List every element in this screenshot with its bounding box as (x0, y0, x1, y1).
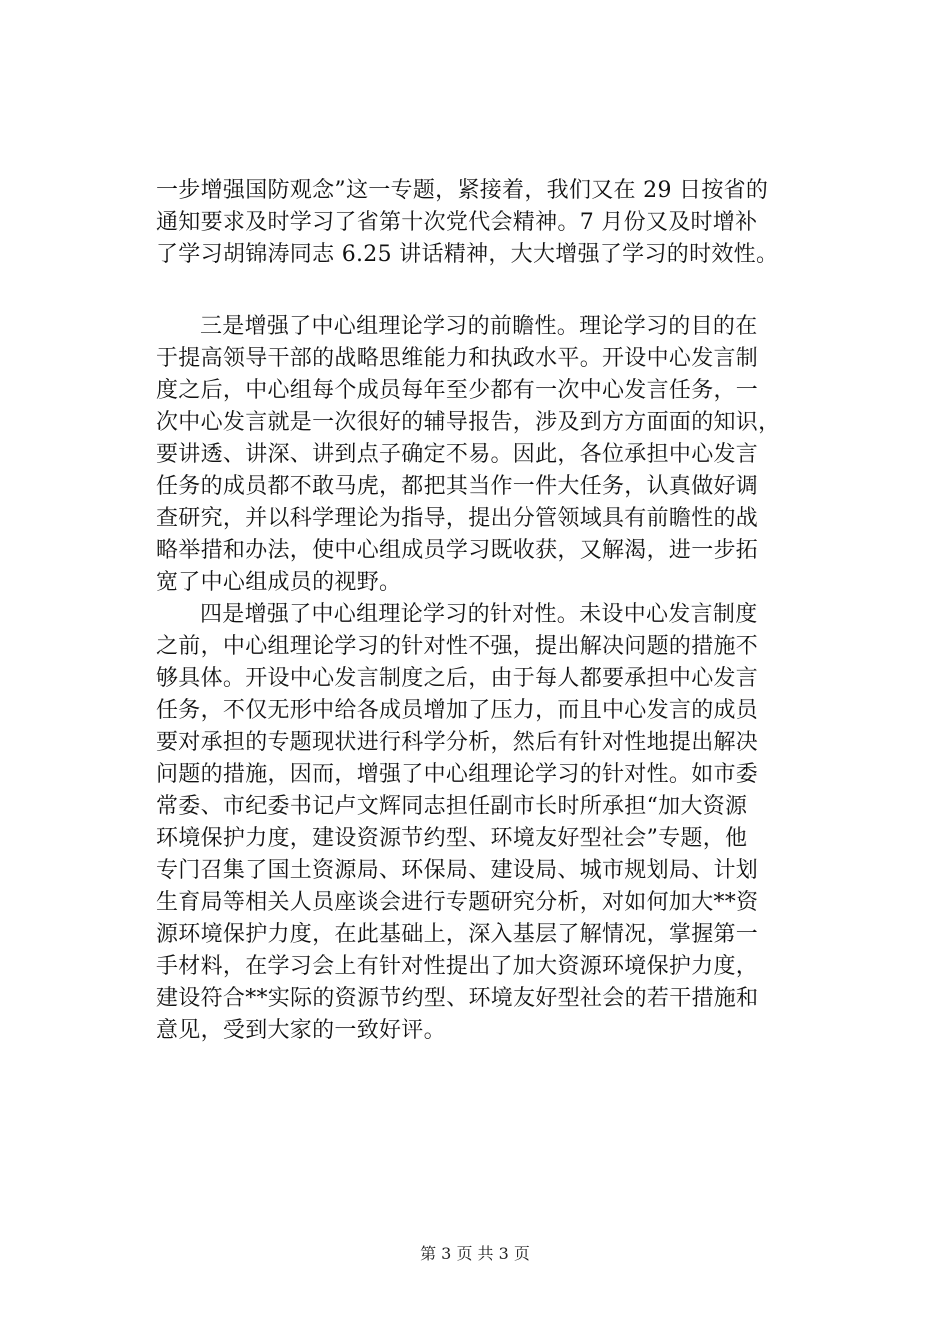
text-line: 手材料，在学习会上有针对性提出了加大资源环境保护力度， (156, 954, 759, 979)
text-line: 于提高领导干部的战略思维能力和执政水平。开设中心发言制 (156, 346, 759, 371)
text-line: 四是增强了中心组理论学习的针对性。未设中心发言制度 (200, 602, 758, 627)
document-body (156, 175, 796, 1047)
text-line: 生育局等相关人员座谈会进行专题研究分析，对如何加大**资 (156, 890, 759, 915)
text-line: 常委、市纪委书记卢文辉同志担任副市长时所承担“加大资源 (156, 794, 748, 819)
page-number-footer: 第 3 页 共 3 页 (420, 1244, 530, 1263)
text-line: 略举措和办法，使中心组成员学习既收获，又解渴，进一步拓 (156, 538, 759, 563)
text-line: 度之后，中心组每个成员每年至少都有一次中心发言任务，一 (156, 378, 759, 403)
text-line: 要对承担的专题现状进行科学分析，然后有针对性地提出解决 (156, 730, 759, 755)
text-line: 三是增强了中心组理论学习的前瞻性。理论学习的目的在 (200, 314, 758, 339)
text-line: 环境保护力度，建设资源节约型、环境友好型社会”专题，他 (156, 826, 748, 851)
text-line: 要讲透、讲深、讲到点子确定不易。因此，各位承担中心发言 (156, 442, 759, 467)
text-line: 一步增强国防观念”这一专题，紧接着，我们又在 29 日按省的 (156, 178, 769, 203)
text-line: 宽了中心组成员的视野。 (156, 570, 402, 595)
text-line: 任务的成员都不敢马虎，都把其当作一件大任务，认真做好调 (156, 474, 759, 499)
text-line: 建设符合**实际的资源节约型、环境友好型社会的若干措施和 (156, 986, 759, 1011)
text-line: 够具体。开设中心发言制度之后，由于每人都要承担中心发言 (156, 666, 759, 691)
paragraph-2 (156, 311, 796, 599)
text-line: 之前，中心组理论学习的针对性不强，提出解决问题的措施不 (156, 634, 759, 659)
text-line: 意见，受到大家的一致好评。 (156, 1018, 446, 1043)
paragraph-1 (156, 175, 796, 271)
text-line: 通知要求及时学习了省第十次党代会精神。7 月份又及时增补 (156, 210, 758, 235)
text-line: 次中心发言就是一次很好的辅导报告，涉及到方方面面的知识， (156, 410, 781, 435)
text-line: 问题的措施，因而，增强了中心组理论学习的针对性。如市委 (156, 762, 759, 787)
text-line: 源环境保护力度，在此基础上，深入基层了解情况，掌握第一 (156, 922, 759, 947)
text-line: 专门召集了国土资源局、环保局、建设局、城市规划局、计划 (156, 858, 759, 883)
text-line: 任务，不仅无形中给各成员增加了压力，而且中心发言的成员 (156, 698, 759, 723)
text-line: 查研究，并以科学理论为指导，提出分管领域具有前瞻性的战 (156, 506, 759, 531)
paragraph-3 (156, 599, 796, 1047)
text-line: 了学习胡锦涛同志 6.25 讲话精神，大大增强了学习的时效性。 (156, 242, 779, 267)
paragraph-spacer (156, 271, 796, 311)
